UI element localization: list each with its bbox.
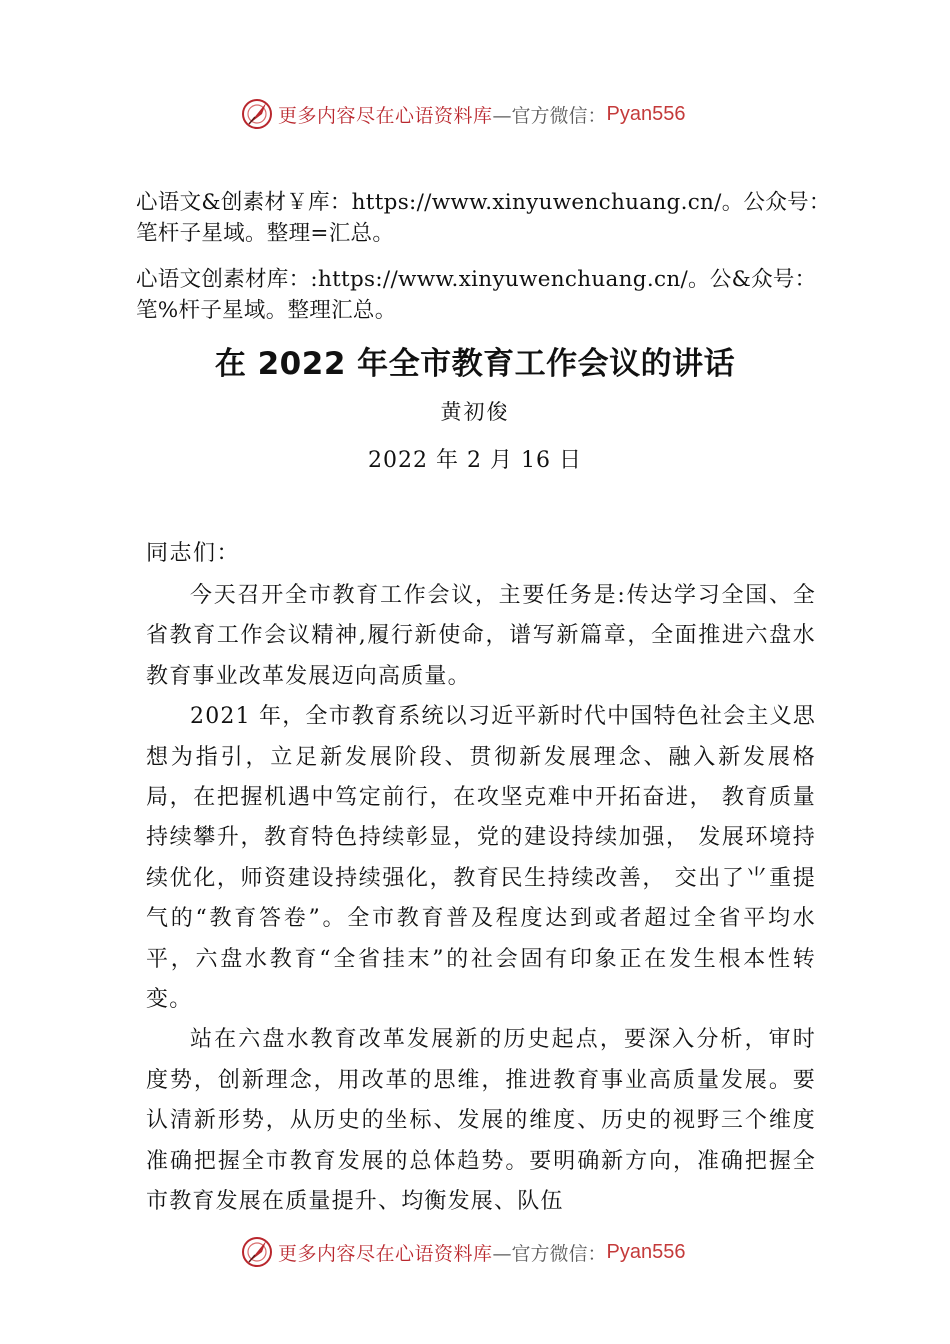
- greeting: 同志们：: [146, 541, 241, 566]
- feather-quill-logo-icon: [240, 97, 274, 131]
- banner-separator: —官方微信：: [492, 1242, 607, 1265]
- speech-body: [146, 576, 816, 1223]
- body-paragraph: 今天召开全市教育工作会议，主要任务是:传达学习全国、全省教育工作会议精神,履行新使命，谱写新篇章，全面推进六盘水教育事业改革发展迈向高质量。: [146, 583, 816, 689]
- banner-wechat-id: Pyan556: [606, 1240, 686, 1263]
- banner-text: 更多内容尽在心语资料库: [278, 104, 493, 127]
- banner-separator: —官方微信：: [492, 104, 607, 127]
- source-note: 心语文&创素材￥库：https://www.xinyuwenchuang.cn/。公众号：笔杆子星域。整理=汇总。: [136, 190, 831, 246]
- document-title: 在 2022 年全市教育工作会议的讲话: [214, 346, 736, 382]
- author-name: 黄初俊: [440, 400, 510, 424]
- source-note: 心语文创素材库：:https://www.xinyuwenchuang.cn/。公&众号：笔%杆子星域。整理汇总。: [136, 267, 817, 323]
- header-banner: [240, 96, 760, 132]
- body-paragraph: 2021 年，全市教育系统以习近平新时代中国特色社会主义思想为指引，立足新发展阶段、贯彻新发展理念、融入新发展格局，在把握机遇中笃定前行，在攻坚克难中开拓奋进， 教育质量持续攀升，教育特色持续彰显，党的建设持续加强， 发展环境持续优化，师资建设持续强化，教育民生持续改善， 交出了⺌重提气的“教育答卷”。全市教育普及程度达到或者超过全省平均水平，六盘水教育“全省挂末”的社会固有印象正在发生根本性转变。: [146, 704, 816, 1013]
- banner-text: 更多内容尽在心语资料库: [278, 1242, 493, 1265]
- footer-banner: [240, 1234, 760, 1270]
- body-paragraph: 站在六盘水教育改革发展新的历史起点，要深入分析，审时度势，创新理念，用改革的思维，推进教育事业高质量发展。要认清新形势，从历史的坐标、发展的维度、历史的视野三个维度准确把握全市教育发展的总体趋势。要明确新方向，准确把握全市教育发展在质量提升、均衡发展、队伍: [146, 1027, 816, 1215]
- feather-quill-logo-icon: [240, 1235, 274, 1269]
- banner-wechat-id: Pyan556: [606, 102, 686, 125]
- speech-date: 2022 年 2 月 16 日: [368, 448, 582, 473]
